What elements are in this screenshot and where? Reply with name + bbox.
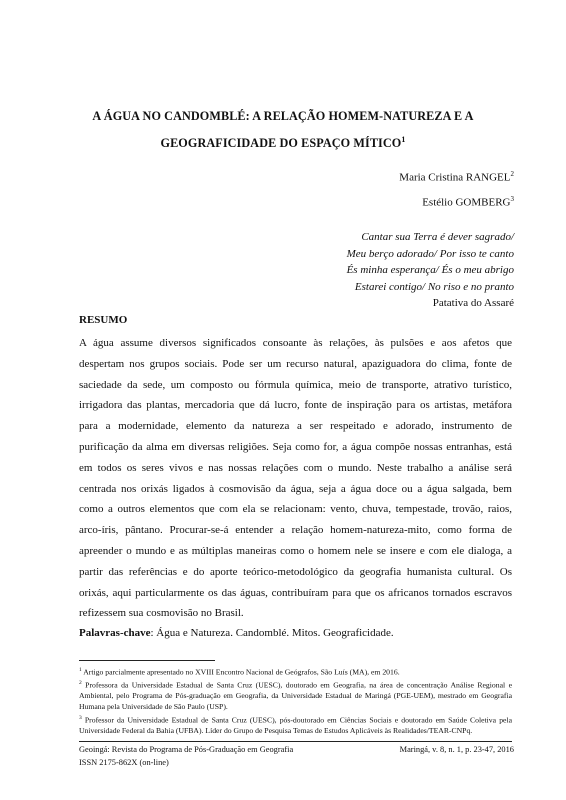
abstract-line: para a modernidade, elemento da natureza a ser respeitado e adorado, instrumento de <box>79 420 512 433</box>
epigraph <box>347 229 514 312</box>
abstract-line: despertam nos grupos sociais. Pode ser um recurso natural, apaziguadora do clima, fonte de <box>79 357 512 370</box>
footnote-3: $^3$ Professor da Universidade Estadual de Santa Cruz (UESC), pós-doutorado em Ciências Sociais e doutorado em Saúde Coletiva pela Universidade Federal da Bahia (UFBA). Líder do Grupo de Pesquisa Temas de Estudos Aplicáveis às Realidades/TEAR-CNPq. <box>79 714 512 735</box>
abstract-line: apreender o mundo e as múltiplas maneiras como o homem nele se insere e com ele dialoga, a <box>79 544 512 557</box>
footnote-2: $^2$ Professora da Universidade Estadual de Santa Cruz (UESC), doutorado em Geografia, na área de concentração Análise Regional e Ambiental, pelo Programa de Pós-graduação em Geografia, da Universidade Estadual de Maringá (PGE-UEM), mestrado em Geografia Humana pela Universidade de São Paulo (USP). <box>79 680 512 711</box>
keywords-text: : Água e Natureza. Candomblé. Mitos. Geograficidade. <box>150 627 394 639</box>
epigraph-line: Cantar sua Terra é dever sagrado/ <box>361 231 514 243</box>
footnote-separator <box>79 660 215 661</box>
epigraph-line: Estarei contigo/ No riso e no pranto <box>354 280 514 293</box>
author-2: Estélio GOMBERG$^3$ <box>422 194 514 209</box>
epigraph-line: Meu berço adorado/ Por isso te canto <box>346 247 514 260</box>
abstract-line: arco-íris, pântano. Procurar-se-á entender a relação homem-natureza-mito, como forma de <box>79 524 512 537</box>
abstract-heading: RESUMO <box>79 314 128 326</box>
footer-journal-info <box>79 744 293 769</box>
footer-issn: ISSN 2175-862X (on-line) <box>79 757 169 767</box>
footer-separator <box>79 741 512 742</box>
abstract-line: A água assume diversos significados consoante às relações, às pulsões e aos afetos que <box>79 337 512 349</box>
author-1: Maria Cristina RANGEL$^2$ <box>399 170 514 184</box>
abstract-line: como a outros elementos que com ela se relacionam: vento, chuva, tempestade, trovão, raios, <box>79 503 512 516</box>
author-list <box>399 164 514 213</box>
abstract-line: purificação da alma em diversas religiões. Seja como for, a água compõe nossas entranhas, está <box>79 440 512 453</box>
article-title <box>60 104 506 155</box>
abstract-line: irrigadora das plantas, mercadoria que dá lucro, fonte de inspiração para os artistas, metáfora <box>79 399 512 412</box>
title-line-2: GEOGRAFICIDADE DO ESPAÇO MÍTICO$^1$ <box>160 135 406 151</box>
footer-citation: Maringá, v. 8, n. 1, p. 23-47, 2016 <box>399 745 514 754</box>
abstract-line: orixás, aqui particularmente os das águas, contribuíram para que os africanos tornados escravos <box>79 586 512 599</box>
abstract-body <box>79 333 512 624</box>
abstract-line: partir das referências e do aporte teórico-metodológico da geografia humanista cultural. Os <box>79 565 512 578</box>
abstract-line: centrada nos orixás ligados à cosmovisão da água, seja a água doce ou a água salgada, bem <box>79 482 512 495</box>
abstract-line: refizessem sua cosmovisão no Brasil. <box>79 607 244 620</box>
footnotes <box>79 665 512 736</box>
abstract-line: em todos os seres vivos e nas nossas relações com o mundo. Neste trabalho a análise será <box>79 461 512 474</box>
keywords <box>79 627 394 639</box>
title-footnote-mark: 1 <box>401 135 406 144</box>
keywords-label: Palavras-chave <box>79 627 151 639</box>
epigraph-line: És minha esperança/ És o meu abrigo <box>346 264 514 277</box>
footnote-1: $^1$ Artigo parcialmente apresentado no XVIII Encontro Nacional de Geógrafos, São Luís (MA), em 2016. <box>79 667 400 677</box>
footer-journal: Geoingá: Revista do Programa de Pós-Graduação em Geografia <box>79 745 294 754</box>
abstract-line: saciedade da sede, um composto ou fórmula química, meio de transporte, atrativo turístico, <box>79 378 512 391</box>
epigraph-attribution: Patativa do Assaré <box>432 297 514 310</box>
title-line-1: A ÁGUA NO CANDOMBLÉ: A RELAÇÃO HOMEM-NATUREZA E A <box>92 109 474 123</box>
